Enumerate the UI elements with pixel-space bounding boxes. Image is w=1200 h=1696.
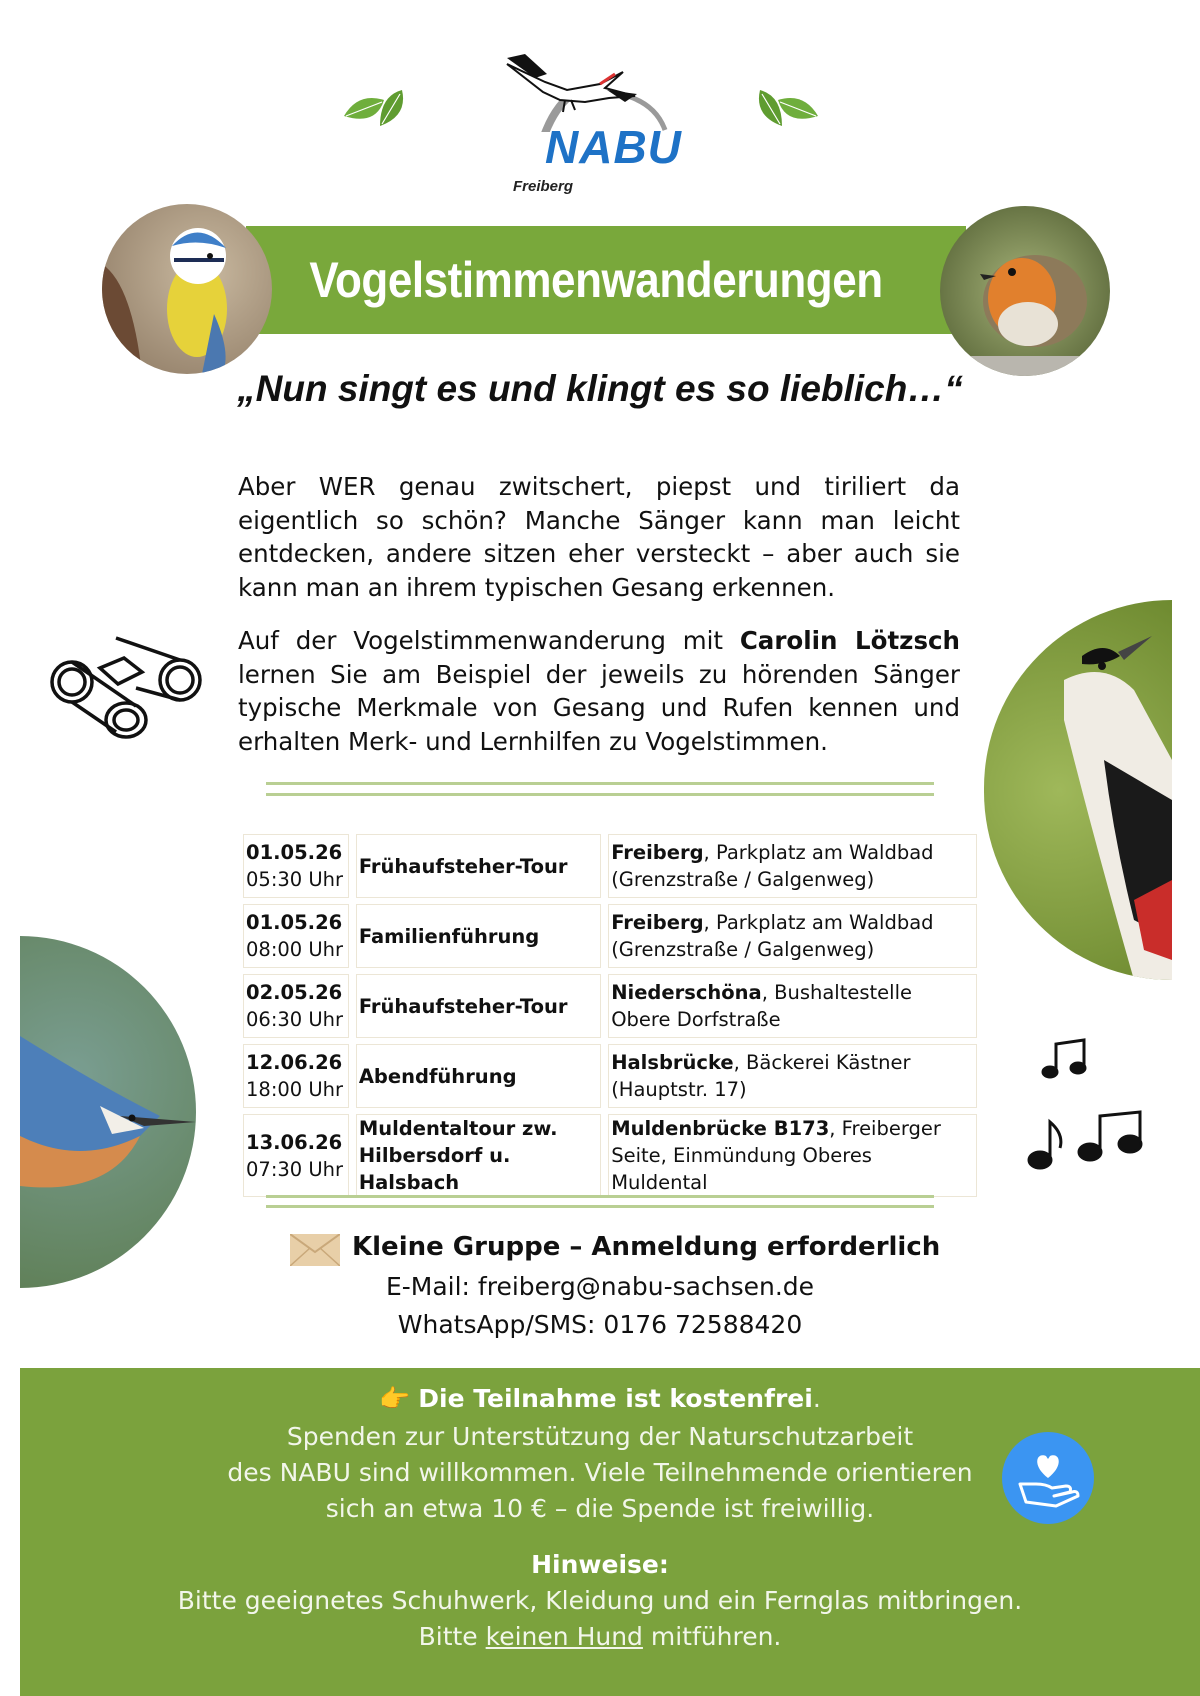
event-date-cell: [243, 974, 349, 1038]
event-place: Niederschöna: [611, 981, 762, 1004]
divider-top-1: [266, 782, 934, 785]
registration-email[interactable]: E-Mail: freiberg@nabu-sachsen.de: [385, 1272, 815, 1301]
woodpecker-photo: [984, 600, 1172, 980]
event-date-cell: [243, 1114, 349, 1197]
event-location: [608, 974, 977, 1038]
event-date-cell: [243, 904, 349, 968]
free-text: Die Teilnahme ist kostenfrei: [418, 1384, 813, 1413]
event-location: [608, 1114, 977, 1197]
registration-phone[interactable]: WhatsApp/SMS: 0176 72588420: [397, 1310, 803, 1339]
guide-name: Carolin Lötzsch: [739, 626, 960, 655]
event-place: Muldenbrücke B173: [611, 1117, 830, 1140]
binoculars-icon: [44, 628, 204, 740]
event-date: 02.05.26: [246, 981, 343, 1004]
event-date-cell: [243, 1044, 349, 1108]
guide-paragraph: [238, 624, 960, 758]
event-date: 01.05.26: [246, 911, 343, 934]
event-place-detail: , Bäckerei Kästner (Hauptstr. 17): [611, 1051, 911, 1101]
donation-line-1: Spenden zur Unterstützung der Naturschutzarbeit: [286, 1422, 914, 1451]
page-title: Vogelstimmenwanderungen: [309, 252, 883, 308]
event-title: Muldentaltour zw. Hilbersdorf u. Halsbach: [356, 1114, 601, 1197]
notes-line-2: [20, 1622, 1180, 1651]
donation-line-3: sich an etwa 10 € – die Spende ist freiwillig.: [325, 1494, 875, 1523]
event-date-cell: [243, 834, 349, 898]
guide-text-before: Auf der Vogelstimmenwanderung mit: [238, 626, 740, 655]
heart-hand-icon: [1002, 1432, 1094, 1524]
event-date: 12.06.26: [246, 1051, 343, 1074]
table-row: [243, 1114, 977, 1197]
event-title: Abendführung: [356, 1044, 601, 1108]
nuthatch-photo: [20, 936, 196, 1288]
notes-heading: Hinweise:: [531, 1550, 669, 1579]
event-time: 08:00 Uhr: [246, 938, 344, 961]
table-row: [243, 974, 977, 1038]
donation-icon: [1002, 1432, 1094, 1524]
event-place: Halsbrücke: [611, 1051, 734, 1074]
envelope-icon: [290, 1234, 340, 1266]
divider-top-2: [266, 793, 934, 796]
pointing-hand-icon: 👉: [379, 1384, 411, 1413]
table-row: [243, 1044, 977, 1108]
event-title: Frühaufsteher-Tour: [356, 974, 601, 1038]
logo-wordmark: NABU: [545, 121, 682, 173]
event-time: 06:30 Uhr: [246, 1008, 344, 1031]
table-row: [243, 834, 977, 898]
nabu-logo: [505, 52, 700, 202]
logo-subtitle: Freiberg: [513, 178, 574, 195]
notes-line-1: Bitte geeignetes Schuhwerk, Kleidung und ein Fernglas mitbringen.: [177, 1586, 1023, 1615]
divider-bottom-1: [266, 1195, 934, 1198]
event-title: Frühaufsteher-Tour: [356, 834, 601, 898]
intro-paragraph: Aber WER genau zwitschert, piepst und tiriliert da eigentlich so schön? Manche Sänger kann man leicht entdecken, andere sitzen eher versteckt – aber auch sie kann man an ihrem typischen Gesang erkennen.: [238, 472, 960, 602]
robin-photo: [940, 206, 1110, 376]
event-time: 07:30 Uhr: [246, 1157, 344, 1181]
guide-text-after: lernen Sie am Beispiel der jeweils zu hörenden Sänger typische Merkmale von Gesang und Rufen kennen und erhalten Merk- und Lernhilfen zu Vogelstimmen.: [238, 659, 960, 756]
event-place-detail: , Parkplatz am Waldbad (Grenzstraße / Galgenweg): [611, 841, 934, 891]
registration-heading: Kleine Gruppe – Anmeldung erforderlich: [352, 1232, 941, 1262]
event-location: [608, 904, 977, 968]
table-row: [243, 904, 977, 968]
free-line: [20, 1384, 1180, 1414]
event-location: [608, 1044, 977, 1108]
free-dot: .: [812, 1384, 821, 1413]
events-table: [236, 828, 984, 1203]
event-time: 05:30 Uhr: [246, 868, 344, 891]
event-title: Familienführung: [356, 904, 601, 968]
blue-tit-photo: [102, 204, 272, 374]
notes-line-2-after: mitführen.: [642, 1622, 782, 1651]
donation-line-2: des NABU sind willkommen. Viele Teilnehmende orientieren: [227, 1458, 973, 1487]
event-date: 01.05.26: [246, 841, 343, 864]
no-dog-text: keinen Hund: [485, 1622, 643, 1651]
notes-line-2-before: Bitte: [418, 1622, 486, 1651]
event-place-detail: , Freiberger Seite, Einmündung Oberes Muldental: [611, 1117, 941, 1194]
event-place: Freiberg: [611, 911, 704, 934]
event-date: 13.06.26: [246, 1130, 343, 1154]
event-place: Freiberg: [611, 841, 704, 864]
event-place-detail: , Parkplatz am Waldbad (Grenzstraße / Galgenweg): [611, 911, 934, 961]
divider-bottom-2: [266, 1205, 934, 1208]
event-time: 18:00 Uhr: [246, 1078, 344, 1101]
leaf-left-icon: [340, 86, 410, 136]
music-notes-icon: [1020, 1036, 1150, 1176]
leaf-right-icon: [752, 86, 822, 136]
quote: „Nun singt es und klingt es so lieblich…“: [237, 368, 963, 409]
event-location: [608, 834, 977, 898]
event-place-detail: , Bushaltestelle Obere Dorfstraße: [611, 981, 912, 1031]
